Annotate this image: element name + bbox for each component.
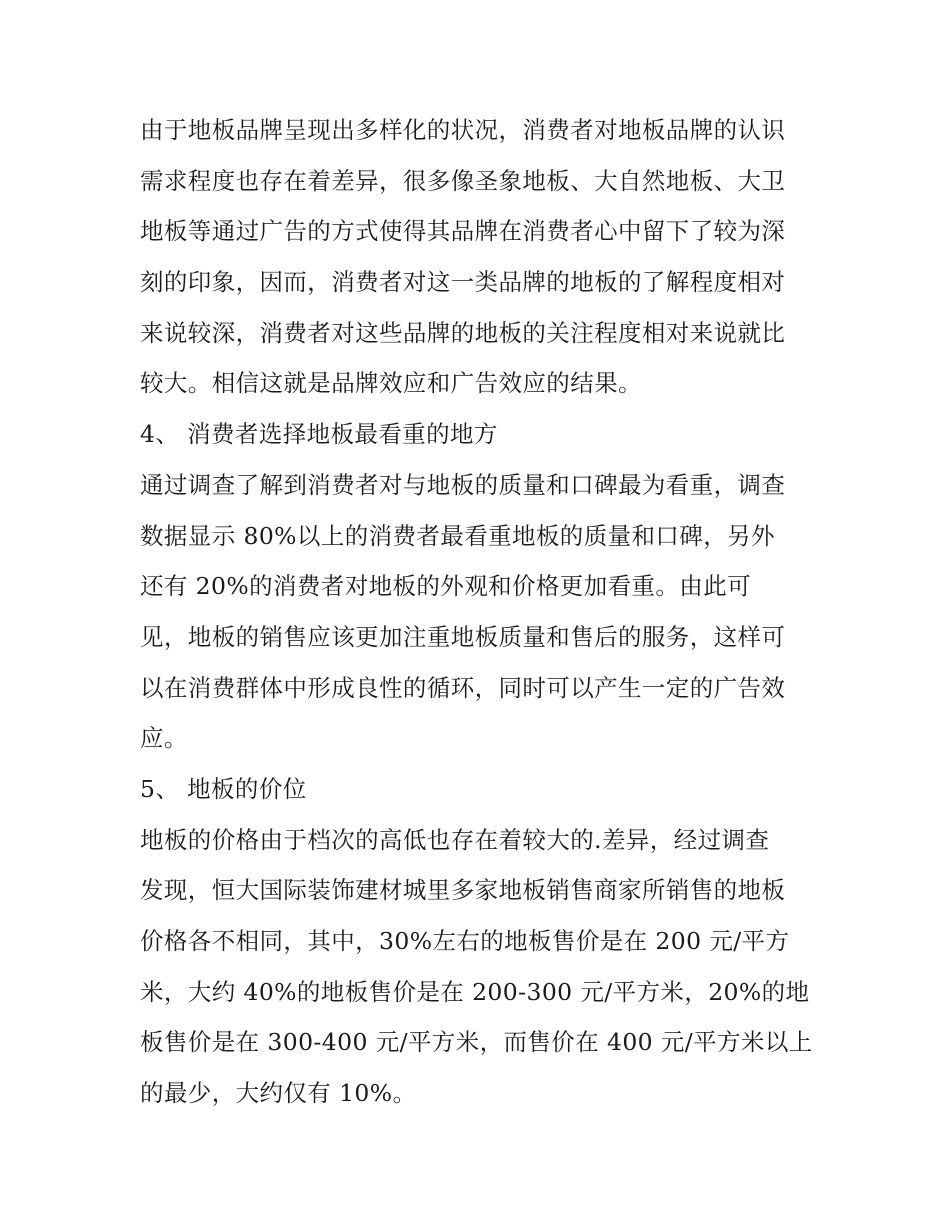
section-heading-5: 5、 地板的价位 bbox=[140, 774, 307, 803]
section-heading-4: 4、 消费者选择地板最看重的地方 bbox=[140, 420, 498, 449]
paragraph-line: 以在消费群体中形成良性的循环，同时可以产生一定的广告效 bbox=[140, 673, 786, 702]
paragraph-line: 由于地板品牌呈现出多样化的状况，消费者对地板品牌的认识 bbox=[140, 116, 786, 144]
paragraph-line: 刻的印象，因而，消费者对这一类品牌的地板的了解程度相对 bbox=[140, 268, 786, 297]
paragraph-line: 的最少，大约仅有 10%。 bbox=[140, 1079, 417, 1108]
paragraph-line: 发现，恒大国际装饰建材城里多家地板销售商家所销售的地板 bbox=[140, 876, 786, 905]
paragraph-line: 数据显示 80%以上的消费者最看重地板的质量和口碑，另外 bbox=[140, 521, 775, 550]
paragraph-line: 地板的价格由于档次的高低也存在着较大的.差异，经过调查 bbox=[140, 825, 770, 854]
paragraph-line: 米，大约 40%的地板售价是在 200-300 元/平方米，20%的地 bbox=[140, 977, 810, 1006]
paragraph-line: 来说较深，消费者对这些品牌的地板的关注程度相对来说就比 bbox=[140, 318, 786, 347]
paragraph-line: 需求程度也存在着差异，很多像圣象地板、大自然地板、大卫 bbox=[140, 166, 786, 195]
paragraph-line: 较大。相信这就是品牌效应和广告效应的结果。 bbox=[140, 369, 642, 398]
paragraph-line: 通过调查了解到消费者对与地板的质量和口碑最为看重，调查 bbox=[140, 470, 786, 499]
paragraph-line: 见，地板的销售应该更加注重地板质量和售后的服务，这样可 bbox=[140, 622, 786, 651]
paragraph-line: 板售价是在 300-400 元/平方米，而售价在 400 元/平方米以上 bbox=[140, 1028, 813, 1057]
paragraph-line: 地板等通过广告的方式使得其品牌在消费者心中留下了较为深 bbox=[140, 217, 786, 246]
paragraph-line: 价格各不相同，其中，30%左右的地板售价是在 200 元/平方 bbox=[140, 927, 790, 955]
document-page bbox=[140, 110, 820, 1124]
paragraph-line: 还有 20%的消费者对地板的外观和价格更加看重。由此可 bbox=[140, 572, 752, 601]
paragraph-line: 应。 bbox=[140, 724, 188, 753]
